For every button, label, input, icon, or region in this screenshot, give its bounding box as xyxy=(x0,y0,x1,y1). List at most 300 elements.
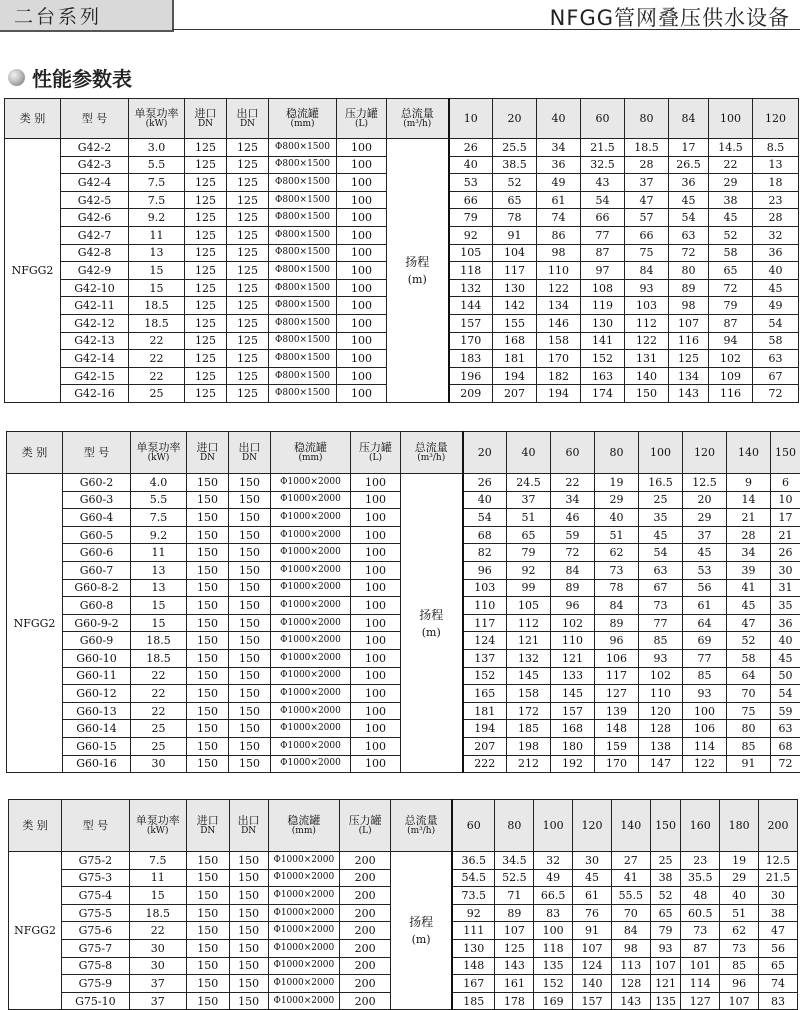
head-value-cell: 59 xyxy=(771,702,800,720)
head-value-cell: 103 xyxy=(463,579,507,597)
spec-table-3 xyxy=(8,799,798,1010)
head-value-cell: 167 xyxy=(452,975,495,993)
head-value-cell: 45 xyxy=(753,279,799,297)
head-value-cell: 21.5 xyxy=(581,139,625,157)
model-cell: G42-4 xyxy=(61,174,129,192)
head-value-cell: 93 xyxy=(639,649,683,667)
head-value-cell: 118 xyxy=(449,262,493,280)
power-cell: 13 xyxy=(129,244,185,262)
model-cell: G42-5 xyxy=(61,191,129,209)
outlet-cell: 150 xyxy=(229,544,271,562)
model-cell: G60-8 xyxy=(63,597,131,615)
head-value-cell: 8.5 xyxy=(753,139,799,157)
head-value-cell: 61 xyxy=(683,597,727,615)
head-value-cell: 85 xyxy=(720,957,759,975)
head-value-cell: 21.5 xyxy=(759,869,798,887)
head-value-cell: 127 xyxy=(595,685,639,703)
head-value-cell: 41 xyxy=(611,869,650,887)
inlet-cell: 125 xyxy=(185,139,227,157)
inlet-cell: 150 xyxy=(186,957,229,975)
flow-header: 60 xyxy=(452,800,495,852)
head-value-cell: 125 xyxy=(669,350,709,368)
power-cell: 18.5 xyxy=(131,649,187,667)
pressure-tank-cell: 100 xyxy=(351,544,401,562)
tank-cell: Φ1000×2000 xyxy=(268,922,340,940)
power-cell: 37 xyxy=(129,992,186,1010)
power-cell: 15 xyxy=(131,614,187,632)
outlet-cell: 150 xyxy=(229,720,271,738)
head-value-cell: 29 xyxy=(709,174,753,192)
head-value-cell: 152 xyxy=(534,975,573,993)
power-cell: 13 xyxy=(131,561,187,579)
pressure-tank-cell: 100 xyxy=(337,279,387,297)
inlet-cell: 125 xyxy=(185,332,227,350)
spec-table-1 xyxy=(4,98,799,403)
head-value-cell: 26 xyxy=(449,139,493,157)
power-cell: 37 xyxy=(129,975,186,993)
model-cell: G60-4 xyxy=(63,509,131,527)
flow-header: 80 xyxy=(595,432,639,474)
col-pressure-tank-unit: (L) xyxy=(340,827,390,836)
model-cell: G42-12 xyxy=(61,314,129,332)
power-cell: 9.2 xyxy=(129,209,185,227)
col-outlet-unit: DN xyxy=(229,454,270,463)
head-value-cell: 92 xyxy=(507,561,551,579)
head-value-cell: 34 xyxy=(727,544,771,562)
col-model xyxy=(61,99,129,139)
tank-cell: Φ1000×2000 xyxy=(271,474,351,492)
model-cell: G60-11 xyxy=(63,667,131,685)
head-value-cell: 192 xyxy=(551,755,595,773)
outlet-cell: 125 xyxy=(227,191,269,209)
head-value-cell: 102 xyxy=(551,614,595,632)
tank-cell: Φ1000×2000 xyxy=(271,737,351,755)
inlet-cell: 150 xyxy=(186,887,229,905)
head-value-cell: 45 xyxy=(727,597,771,615)
head-value-cell: 113 xyxy=(611,957,650,975)
head-value-cell: 49 xyxy=(753,297,799,315)
head-value-cell: 72 xyxy=(551,544,595,562)
pressure-tank-cell: 100 xyxy=(351,702,401,720)
head-value-cell: 76 xyxy=(573,904,612,922)
head-value-cell: 196 xyxy=(449,367,493,385)
head-value-cell: 91 xyxy=(573,922,612,940)
power-cell: 22 xyxy=(129,332,185,350)
pressure-tank-cell: 100 xyxy=(351,491,401,509)
pressure-tank-cell: 100 xyxy=(351,474,401,492)
col-power-label: 单泵功率 xyxy=(137,441,181,454)
outlet-cell: 150 xyxy=(229,597,271,615)
head-value-cell: 83 xyxy=(534,904,573,922)
head-value-cell: 143 xyxy=(495,957,534,975)
head-value-cell: 45 xyxy=(669,191,709,209)
head-value-cell: 85 xyxy=(639,632,683,650)
inlet-cell: 150 xyxy=(187,544,229,562)
model-cell: G60-12 xyxy=(63,685,131,703)
pressure-tank-cell: 100 xyxy=(337,139,387,157)
head-value-cell: 46 xyxy=(551,509,595,527)
col-pressure-tank-label: 压力罐 xyxy=(349,814,382,827)
pressure-tank-cell: 100 xyxy=(337,226,387,244)
head-value-cell: 89 xyxy=(669,279,709,297)
head-value-cell: 148 xyxy=(452,957,495,975)
head-value-cell: 28 xyxy=(727,526,771,544)
head-value-cell: 65 xyxy=(709,262,753,280)
col-category-label: 类 别 xyxy=(22,446,48,459)
outlet-cell: 150 xyxy=(229,975,268,993)
head-value-cell: 114 xyxy=(683,737,727,755)
tank-cell: Φ1000×2000 xyxy=(271,509,351,527)
model-cell: G60-5 xyxy=(63,526,131,544)
head-value-cell: 59 xyxy=(551,526,595,544)
pressure-tank-cell: 100 xyxy=(351,755,401,773)
inlet-cell: 150 xyxy=(187,667,229,685)
inlet-cell: 150 xyxy=(186,852,229,870)
tank-cell: Φ1000×2000 xyxy=(268,957,340,975)
head-value-cell: 117 xyxy=(463,614,507,632)
power-cell: 22 xyxy=(129,367,185,385)
tank-cell: Φ1000×2000 xyxy=(268,869,340,887)
head-value-cell: 36 xyxy=(771,614,800,632)
head-value-cell: 69 xyxy=(683,632,727,650)
head-value-cell: 135 xyxy=(534,957,573,975)
head-value-cell: 22 xyxy=(709,156,753,174)
head-value-cell: 194 xyxy=(493,367,537,385)
outlet-cell: 150 xyxy=(229,922,268,940)
head-value-cell: 58 xyxy=(709,244,753,262)
head-value-cell: 31 xyxy=(771,579,800,597)
outlet-cell: 150 xyxy=(229,509,271,527)
model-cell: G60-9 xyxy=(63,632,131,650)
head-value-cell: 77 xyxy=(683,649,727,667)
power-cell: 7.5 xyxy=(131,509,187,527)
inlet-cell: 125 xyxy=(185,244,227,262)
col-flow-label: 总流量 xyxy=(415,441,448,454)
head-value-cell: 67 xyxy=(639,579,683,597)
inlet-cell: 150 xyxy=(187,526,229,544)
head-value-cell: 40 xyxy=(720,887,759,905)
head-value-cell: 194 xyxy=(537,385,581,403)
head-value-cell: 170 xyxy=(537,350,581,368)
power-cell: 11 xyxy=(129,869,186,887)
pressure-tank-cell: 100 xyxy=(337,191,387,209)
head-value-cell: 110 xyxy=(639,685,683,703)
head-value-cell: 137 xyxy=(463,649,507,667)
pressure-tank-cell: 100 xyxy=(351,597,401,615)
head-value-cell: 79 xyxy=(650,922,681,940)
head-value-cell: 111 xyxy=(452,922,495,940)
power-cell: 22 xyxy=(131,667,187,685)
flow-header: 200 xyxy=(759,800,798,852)
head-value-cell: 158 xyxy=(507,685,551,703)
table-header-row xyxy=(9,800,798,852)
pressure-tank-cell: 200 xyxy=(340,939,391,957)
model-cell: G42-8 xyxy=(61,244,129,262)
head-value-cell: 107 xyxy=(495,922,534,940)
head-value-cell: 128 xyxy=(639,720,683,738)
flow-header: 120 xyxy=(573,800,612,852)
head-value-cell: 39 xyxy=(727,561,771,579)
inlet-cell: 150 xyxy=(187,649,229,667)
section-title: 性能参数表 xyxy=(32,63,132,92)
head-value-cell: 66 xyxy=(449,191,493,209)
head-value-cell: 107 xyxy=(669,314,709,332)
inlet-cell: 150 xyxy=(186,975,229,993)
head-value-cell: 145 xyxy=(507,667,551,685)
head-value-cell: 96 xyxy=(551,597,595,615)
head-value-cell: 119 xyxy=(581,297,625,315)
head-value-cell: 122 xyxy=(683,755,727,773)
outlet-cell: 125 xyxy=(227,139,269,157)
inlet-cell: 150 xyxy=(187,632,229,650)
pressure-tank-cell: 100 xyxy=(351,579,401,597)
head-value-cell: 107 xyxy=(573,939,612,957)
head-value-cell: 57 xyxy=(625,209,669,227)
head-value-cell: 198 xyxy=(507,737,551,755)
head-value-cell: 29 xyxy=(720,869,759,887)
head-value-cell: 32.5 xyxy=(581,156,625,174)
head-value-cell: 102 xyxy=(709,350,753,368)
col-inlet xyxy=(185,99,227,139)
head-value-cell: 132 xyxy=(507,649,551,667)
model-cell: G42-7 xyxy=(61,226,129,244)
pressure-tank-cell: 100 xyxy=(351,561,401,579)
head-value-cell: 68 xyxy=(463,526,507,544)
model-cell: G75-2 xyxy=(62,852,129,870)
outlet-cell: 125 xyxy=(227,297,269,315)
outlet-cell: 150 xyxy=(229,632,271,650)
inlet-cell: 125 xyxy=(185,297,227,315)
flow-header: 150 xyxy=(650,800,681,852)
tank-cell: Φ1000×2000 xyxy=(268,939,340,957)
head-value-cell: 27 xyxy=(611,852,650,870)
tank-cell: Φ800×1500 xyxy=(269,332,337,350)
col-tank-unit: (mm) xyxy=(269,120,336,129)
head-value-cell: 51 xyxy=(595,526,639,544)
head-value-cell: 38.5 xyxy=(493,156,537,174)
pressure-tank-cell: 100 xyxy=(337,314,387,332)
head-value-cell: 222 xyxy=(463,755,507,773)
col-inlet-unit: DN xyxy=(185,120,226,129)
head-value-cell: 91 xyxy=(727,755,771,773)
tank-cell: Φ800×1500 xyxy=(269,367,337,385)
pressure-tank-cell: 100 xyxy=(337,332,387,350)
head-value-cell: 73 xyxy=(639,597,683,615)
head-label: 扬程 xyxy=(401,609,462,621)
inlet-cell: 150 xyxy=(187,509,229,527)
inlet-cell: 150 xyxy=(186,922,229,940)
tank-cell: Φ800×1500 xyxy=(269,191,337,209)
col-pressure-tank-unit: (L) xyxy=(351,454,400,463)
head-value-cell: 38 xyxy=(650,869,681,887)
series-label-box xyxy=(0,0,174,32)
head-value-cell: 25.5 xyxy=(493,139,537,157)
flow-header: 80 xyxy=(495,800,534,852)
tank-cell: Φ800×1500 xyxy=(269,174,337,192)
pressure-tank-cell: 100 xyxy=(351,720,401,738)
head-value-cell: 20 xyxy=(683,491,727,509)
head-value-cell: 72 xyxy=(669,244,709,262)
col-flow xyxy=(387,99,449,139)
head-value-cell: 53 xyxy=(683,561,727,579)
outlet-cell: 125 xyxy=(227,244,269,262)
head-value-cell: 91 xyxy=(493,226,537,244)
model-cell: G42-14 xyxy=(61,350,129,368)
head-value-cell: 93 xyxy=(625,279,669,297)
tank-cell: Φ1000×2000 xyxy=(271,632,351,650)
model-cell: G42-15 xyxy=(61,367,129,385)
col-model xyxy=(62,800,129,852)
col-tank-unit: (mm) xyxy=(271,454,350,463)
head-value-cell: 163 xyxy=(581,367,625,385)
outlet-cell: 150 xyxy=(229,887,268,905)
tank-cell: Φ800×1500 xyxy=(269,139,337,157)
head-value-cell: 67 xyxy=(753,367,799,385)
head-value-cell: 34 xyxy=(537,139,581,157)
inlet-cell: 150 xyxy=(187,597,229,615)
col-power xyxy=(129,99,185,139)
head-value-cell: 35.5 xyxy=(681,869,720,887)
col-power-unit: (kW) xyxy=(130,827,186,836)
head-value-cell: 93 xyxy=(650,939,681,957)
col-outlet-label: 出口 xyxy=(238,814,260,827)
head-value-cell: 38 xyxy=(759,904,798,922)
inlet-cell: 150 xyxy=(187,561,229,579)
head-value-cell: 72 xyxy=(709,279,753,297)
flow-header: 84 xyxy=(669,99,709,139)
head-value-cell: 65 xyxy=(650,904,681,922)
power-cell: 15 xyxy=(129,887,186,905)
head-value-cell: 138 xyxy=(639,737,683,755)
head-value-cell: 141 xyxy=(581,332,625,350)
col-model-label: 型 号 xyxy=(84,446,110,459)
model-cell: G60-16 xyxy=(63,755,131,773)
head-value-cell: 116 xyxy=(669,332,709,350)
outlet-cell: 125 xyxy=(227,385,269,403)
head-value-cell: 22 xyxy=(551,474,595,492)
outlet-cell: 125 xyxy=(227,226,269,244)
model-cell: G75-7 xyxy=(62,939,129,957)
inlet-cell: 125 xyxy=(185,367,227,385)
col-tank xyxy=(269,99,337,139)
power-cell: 7.5 xyxy=(129,174,185,192)
inlet-cell: 150 xyxy=(187,755,229,773)
flow-header: 150 xyxy=(771,432,800,474)
head-value-cell: 131 xyxy=(625,350,669,368)
model-cell: G42-3 xyxy=(61,156,129,174)
col-flow-unit: (m³/h) xyxy=(387,120,448,129)
head-unit: (m) xyxy=(391,934,451,945)
flow-header: 100 xyxy=(639,432,683,474)
head-value-cell: 89 xyxy=(595,614,639,632)
head-value-cell: 86 xyxy=(537,226,581,244)
power-cell: 4.0 xyxy=(131,474,187,492)
head-value-cell: 77 xyxy=(581,226,625,244)
flow-header: 140 xyxy=(727,432,771,474)
head-value-cell: 63 xyxy=(771,720,800,738)
head-value-cell: 105 xyxy=(507,597,551,615)
col-outlet-label: 出口 xyxy=(239,441,261,454)
head-value-cell: 26 xyxy=(463,474,507,492)
tank-cell: Φ800×1500 xyxy=(269,209,337,227)
head-value-cell: 84 xyxy=(551,561,595,579)
head-value-cell: 100 xyxy=(683,702,727,720)
col-category-label: 类 别 xyxy=(20,112,46,125)
power-cell: 22 xyxy=(129,350,185,368)
col-outlet xyxy=(227,99,269,139)
head-value-cell: 54 xyxy=(581,191,625,209)
head-value-cell: 120 xyxy=(639,702,683,720)
col-pressure-tank-label: 压力罐 xyxy=(359,441,392,454)
head-value-cell: 142 xyxy=(493,297,537,315)
inlet-cell: 150 xyxy=(187,474,229,492)
col-model-label: 型 号 xyxy=(83,819,109,832)
power-cell: 25 xyxy=(131,737,187,755)
power-cell: 5.5 xyxy=(129,156,185,174)
head-value-cell: 134 xyxy=(537,297,581,315)
head-value-cell: 47 xyxy=(759,922,798,940)
head-value-cell: 28 xyxy=(753,209,799,227)
head-value-cell: 94 xyxy=(709,332,753,350)
pressure-tank-cell: 200 xyxy=(340,922,391,940)
pressure-tank-cell: 200 xyxy=(340,852,391,870)
col-outlet xyxy=(229,432,271,474)
head-value-cell: 112 xyxy=(625,314,669,332)
table-header-row xyxy=(7,432,800,474)
head-value-cell: 47 xyxy=(727,614,771,632)
head-value-cell: 122 xyxy=(537,279,581,297)
inlet-cell: 125 xyxy=(185,226,227,244)
head-value-cell: 73 xyxy=(595,561,639,579)
flow-header: 100 xyxy=(709,99,753,139)
head-value-cell: 61 xyxy=(573,887,612,905)
head-value-cell: 23 xyxy=(681,852,720,870)
inlet-cell: 125 xyxy=(185,385,227,403)
head-value-cell: 19 xyxy=(720,852,759,870)
power-cell: 7.5 xyxy=(129,191,185,209)
head-value-cell: 77 xyxy=(639,614,683,632)
col-flow-label: 总流量 xyxy=(405,814,438,827)
power-cell: 3.0 xyxy=(129,139,185,157)
tank-cell: Φ1000×2000 xyxy=(271,614,351,632)
head-value-cell: 130 xyxy=(452,939,495,957)
head-value-cell: 98 xyxy=(611,939,650,957)
power-cell: 5.5 xyxy=(131,491,187,509)
col-pressure-tank-unit: (L) xyxy=(337,120,386,129)
head-value-cell: 107 xyxy=(650,957,681,975)
head-value-cell: 104 xyxy=(493,244,537,262)
model-cell: G60-15 xyxy=(63,737,131,755)
head-value-cell: 36.5 xyxy=(452,852,495,870)
series-label: 二台系列 xyxy=(14,2,102,29)
head-value-cell: 49 xyxy=(537,174,581,192)
bullet-icon xyxy=(8,69,25,86)
tank-cell: Φ1000×2000 xyxy=(271,561,351,579)
head-value-cell: 117 xyxy=(595,667,639,685)
head-unit: (m) xyxy=(401,627,462,638)
head-value-cell: 40 xyxy=(753,262,799,280)
tank-cell: Φ1000×2000 xyxy=(268,852,340,870)
head-value-cell: 68 xyxy=(771,737,800,755)
col-tank-label: 稳流罐 xyxy=(286,107,319,120)
tank-cell: Φ1000×2000 xyxy=(271,667,351,685)
tank-cell: Φ1000×2000 xyxy=(268,992,340,1010)
pressure-tank-cell: 200 xyxy=(340,975,391,993)
col-outlet-unit: DN xyxy=(227,120,268,129)
tank-cell: Φ1000×2000 xyxy=(271,597,351,615)
head-value-cell: 74 xyxy=(759,975,798,993)
head-value-cell: 56 xyxy=(683,579,727,597)
